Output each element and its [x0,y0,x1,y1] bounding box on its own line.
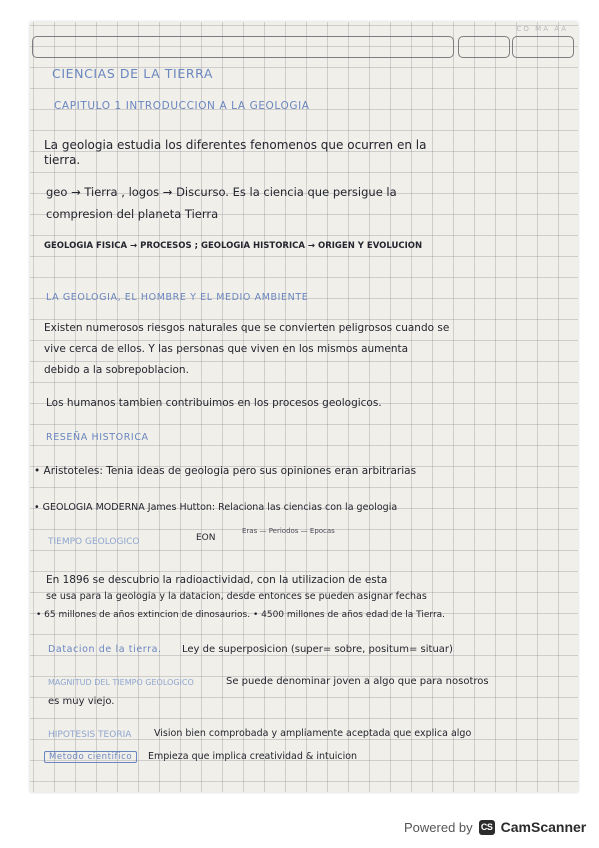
section-heading: TIEMPO GEOLOGICO [48,537,140,547]
section-heading: LA GEOLOGIA, EL HOMBRE Y EL MEDIO AMBIENTE [46,292,309,303]
text-line: Existen numerosos riesgos naturales que se convierten peligrosos cuando se [44,322,450,334]
notebook-page [30,22,578,792]
text-line: es muy viejo. [48,696,115,707]
camscanner-logo-icon: CS [479,820,495,835]
section-heading: HIPOTESIS TEORIA [48,730,132,740]
text-line: En 1896 se descubrio la radioactividad, con la utilizacion de esta [46,574,388,586]
chapter-heading: CAPITULO 1 INTRODUCCION A LA GEOLOGIA [54,100,310,112]
powered-by-label: Powered by [404,819,473,835]
text-line: debido a la sobrepoblacion. [44,364,189,376]
section-heading: Datacion de la tierra. [48,644,162,655]
text-line: Se puede denominar joven a algo que para nosotros [226,676,489,687]
text-line: La geologia estudia los diferentes fenomenos que ocurren en la [44,138,427,152]
page-title: CIENCIAS DE LA TIERRA [52,66,214,81]
text-line: Los humanos tambien contribuimos en los procesos geologicos. [46,397,382,409]
bullet-line: • 65 millones de años extincion de dinosaurios. • 4500 millones de años edad de la Tierra. [36,610,445,620]
section-heading: RESEÑA HISTORICA [46,432,149,443]
bullet-line: • GEOLOGIA MODERNA James Hutton: Relaciona las ciencias con la geologia [34,502,397,513]
text-line: se usa para la geologia y la datacion, desde entonces se pueden asignar fechas [46,591,427,602]
eon-label: EON [196,533,216,543]
text-line: Vision bien comprobada y ampliamente aceptada que explica algo [154,728,472,739]
text-line: Empieza que implica creatividad & intuicion [148,751,358,762]
section-heading-boxed: Metodo cientifico [44,751,137,763]
text-line: tierra. [44,153,81,167]
camscanner-watermark [404,817,586,837]
text-line: GEOLOGIA FISICA → PROCESOS ; GEOLOGIA HISTORICA → ORIGEN Y EVOLUCION [44,241,423,251]
text-line: geo → Tierra , logos → Discurso. Es la ciencia que persigue la [46,185,397,199]
bullet-line: • Aristoteles: Tenia ideas de geologia pero sus opiniones eran arbitrarias [34,465,416,477]
text-line: Ley de superposicion (super= sobre, positum= situar) [182,644,453,655]
text-line: vive cerca de ellos. Y las personas que viven en los mismos aumenta [44,343,409,355]
header-field-box [32,36,454,58]
section-heading: MAGNITUD DEL TIEMPO GEOLOGICO [48,678,194,687]
page-corner-marks: CO MA AA [516,25,568,33]
header-date-box [458,36,510,58]
eon-subdivision-note: Eras — Periodos — Epocas [242,527,335,535]
header-date-box-2 [512,36,574,58]
camscanner-brand-label: CamScanner [500,819,587,835]
text-line: compresion del planeta Tierra [46,207,219,221]
